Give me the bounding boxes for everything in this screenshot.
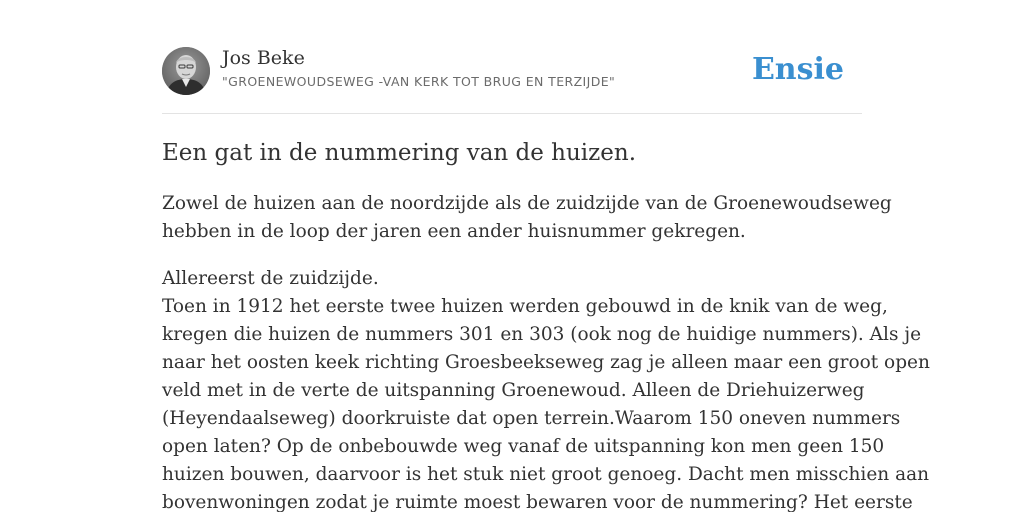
author-avatar[interactable] <box>162 47 210 95</box>
collection-title[interactable]: "GROENEWOUDSEWEG -VAN KERK TOT BRUG EN TERZIJDE" <box>222 74 616 89</box>
paragraph-line: hebben in de loop der jaren een ander huisnummer gekregen. <box>162 221 746 242</box>
paragraph-line: Zowel de huizen aan de noordzijde als de zuidzijde van de Groenewoudseweg <box>162 193 892 214</box>
paragraph-intro <box>162 190 892 246</box>
author-portrait-icon <box>162 47 210 95</box>
paragraph-line: (Heyendaalseweg) doorkruiste dat open terrein.Waarom 150 oneven nummers <box>162 408 901 429</box>
ensie-logo[interactable]: Ensie <box>751 52 844 87</box>
paragraph-line: veld met in de verte de uitspanning Groenewoud. Alleen de Driehuizerweg <box>162 380 865 401</box>
paragraph-zuidzijde <box>162 265 930 512</box>
article-title: Een gat in de nummering van de huizen. <box>162 140 637 166</box>
paragraph-line: Allereerst de zuidzijde. <box>162 268 379 289</box>
paragraph-line: Toen in 1912 het eerste twee huizen werden gebouwd in de knik van de weg, <box>162 296 888 317</box>
paragraph-line: kregen die huizen de nummers 301 en 303 (ook nog de huidige nummers). Als je <box>162 324 922 345</box>
article-body <box>162 136 930 512</box>
article-header <box>162 46 862 96</box>
paragraph-line: naar het oosten keek richting Groesbeekseweg zag je alleen maar een groot open <box>162 352 930 373</box>
header-divider <box>162 113 862 114</box>
paragraph-line: huizen bouwen, daarvoor is het stuk niet groot genoeg. Dacht men misschien aan <box>162 464 930 485</box>
paragraph-line: bovenwoningen zodat je ruimte moest bewaren voor de nummering? Het eerste <box>162 492 913 512</box>
paragraph-line: open laten? Op de onbebouwde weg vanaf de uitspanning kon men geen 150 <box>162 436 885 457</box>
author-name[interactable]: Jos Beke <box>222 47 305 69</box>
